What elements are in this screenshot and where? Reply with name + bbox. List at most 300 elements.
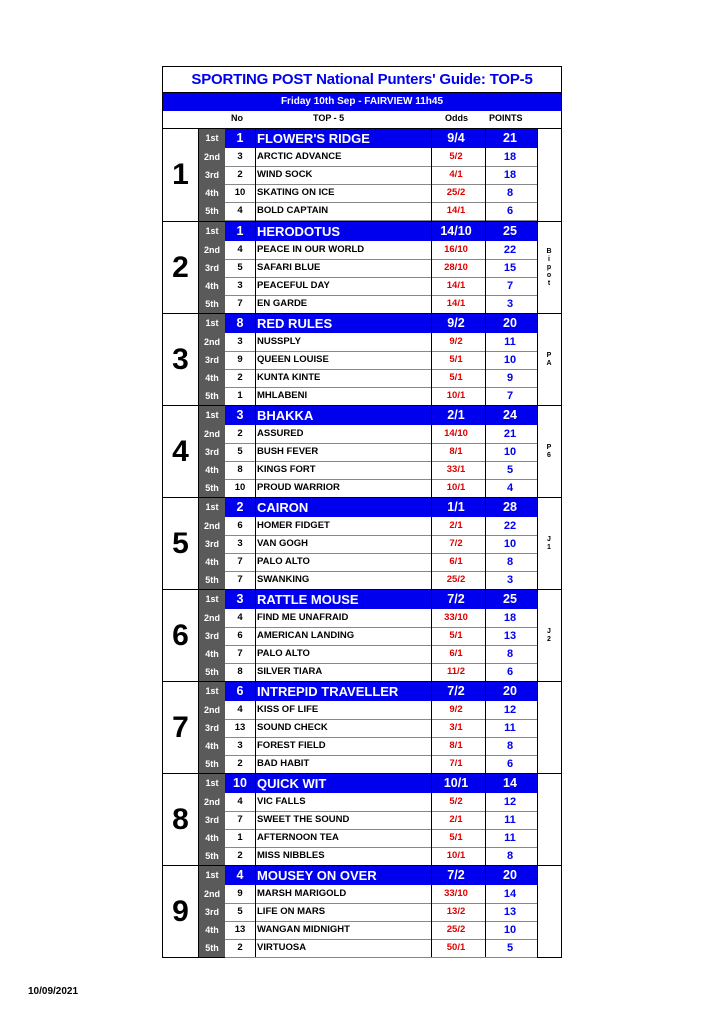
position-label: 3rd — [204, 263, 219, 273]
horse-number: 3 — [236, 592, 244, 606]
position-label: 5th — [205, 206, 219, 216]
position-label: 1st — [199, 590, 225, 609]
runner-row — [199, 793, 537, 811]
position-label: 2nd — [203, 613, 220, 623]
position-label: 4th — [205, 649, 219, 659]
horse-number: 1 — [237, 390, 243, 401]
position-label: 5th — [205, 391, 219, 401]
position-label: 2nd — [203, 797, 220, 807]
race-block — [163, 405, 561, 497]
position-label: 3rd — [204, 355, 219, 365]
column-divider — [431, 866, 432, 957]
horse-name: AFTERNOON TEA — [257, 832, 339, 843]
odds-value: 3/1 — [449, 722, 463, 733]
horse-number: 10 — [234, 187, 246, 198]
horse-name: HOMER FIDGET — [257, 520, 330, 531]
position-label: 4th — [205, 281, 219, 291]
horse-number: 1 — [236, 224, 244, 238]
column-divider — [485, 774, 486, 865]
race-number: 6 — [163, 590, 199, 681]
column-divider — [485, 866, 486, 957]
race-block — [163, 497, 561, 589]
position-label: 2nd — [203, 705, 220, 715]
horse-number: 3 — [237, 336, 243, 347]
odds-value: 4/1 — [449, 169, 463, 180]
column-divider — [431, 129, 432, 221]
horse-name: SOUND CHECK — [257, 722, 328, 733]
race-number: 8 — [163, 774, 199, 865]
position-label: 4th — [205, 833, 219, 843]
horse-number: 9 — [237, 888, 243, 899]
horse-number: 4 — [237, 796, 243, 807]
horse-number: 2 — [237, 850, 243, 861]
runner-row — [199, 645, 537, 663]
position-label: 2nd — [203, 337, 220, 347]
horse-name: HERODOTUS — [257, 224, 341, 239]
odds-value: 2/1 — [449, 520, 463, 531]
odds-value: 1/1 — [447, 500, 465, 514]
column-divider — [255, 406, 256, 497]
race-block — [163, 221, 561, 313]
points-value: 10 — [503, 354, 517, 366]
race-block — [163, 681, 561, 773]
col-top5: TOP - 5 — [313, 113, 345, 123]
runner-row — [199, 351, 537, 369]
position-label: 1st — [199, 682, 225, 701]
points-value: 9 — [506, 372, 514, 384]
race-block — [163, 865, 561, 957]
points-value: 7 — [506, 390, 514, 402]
horse-name: FIND ME UNAFRAID — [257, 612, 349, 623]
points-value: 25 — [503, 224, 517, 238]
runner-row — [199, 829, 537, 847]
odds-value: 5/2 — [449, 151, 463, 162]
horse-number: 2 — [237, 942, 243, 953]
points-value: 11 — [504, 336, 516, 348]
row-divider — [225, 957, 537, 958]
position-label: 5th — [205, 759, 219, 769]
position-label: 5th — [205, 483, 219, 493]
position-label: 5th — [205, 667, 219, 677]
horse-number: 3 — [237, 538, 243, 549]
runner-row — [199, 885, 537, 903]
odds-value: 7/2 — [447, 592, 465, 606]
runner-row — [199, 755, 537, 773]
horse-number: 4 — [236, 868, 244, 882]
horse-name: WIND SOCK — [257, 169, 313, 180]
horse-number: 6 — [236, 684, 244, 698]
position-label: 4th — [205, 741, 219, 751]
points-value: 22 — [503, 520, 517, 532]
points-value: 20 — [503, 684, 517, 698]
points-value: 6 — [506, 758, 514, 770]
points-value: 10 — [503, 446, 517, 458]
horse-number: 5 — [237, 446, 243, 457]
column-divider — [431, 590, 432, 681]
points-value: 3 — [506, 298, 514, 310]
horse-name: BAD HABIT — [257, 758, 310, 769]
races-list — [163, 129, 561, 957]
position-label: 1st — [199, 406, 225, 425]
odds-value: 8/1 — [449, 740, 463, 751]
position-label: 2nd — [203, 152, 220, 162]
column-divider — [255, 866, 256, 957]
horse-number: 13 — [234, 722, 246, 733]
column-divider — [431, 406, 432, 497]
top-pick-row — [199, 406, 537, 425]
horse-name: SILVER TIARA — [257, 666, 323, 677]
points-value: 20 — [503, 316, 517, 330]
position-label: 2nd — [203, 889, 220, 899]
runner-row — [199, 425, 537, 443]
horse-number: 13 — [234, 924, 246, 935]
race-number: 7 — [163, 682, 199, 773]
odds-value: 10/1 — [443, 776, 469, 790]
runner-row — [199, 202, 537, 220]
horse-number: 1 — [236, 131, 244, 145]
points-value: 21 — [503, 131, 517, 145]
race-number: 3 — [163, 314, 199, 405]
bet-type-note — [537, 866, 561, 957]
top-pick-row — [199, 682, 537, 701]
race-block — [163, 773, 561, 865]
runner-row — [199, 184, 537, 202]
points-value: 8 — [506, 648, 514, 660]
horse-name: SWANKING — [257, 574, 310, 585]
bet-type-note — [537, 682, 561, 773]
points-value: 18 — [503, 612, 517, 624]
column-divider — [431, 314, 432, 405]
runner-row — [199, 241, 537, 259]
points-value: 18 — [503, 151, 517, 163]
position-label: 5th — [205, 851, 219, 861]
horse-name: CAIRON — [257, 500, 309, 515]
points-value: 6 — [506, 205, 514, 217]
odds-value: 33/10 — [444, 612, 468, 623]
footer-date: 10/09/2021 — [28, 986, 79, 997]
position-label: 4th — [205, 557, 219, 567]
horse-name: KINGS FORT — [257, 464, 316, 475]
odds-value: 10/1 — [446, 390, 466, 401]
odds-value: 5/1 — [449, 354, 463, 365]
position-label: 3rd — [204, 539, 219, 549]
odds-value: 10/1 — [446, 850, 466, 861]
horse-number: 3 — [237, 280, 243, 291]
bet-type-note — [537, 406, 561, 497]
horse-number: 10 — [234, 482, 246, 493]
column-divider — [485, 590, 486, 681]
col-odds: Odds — [445, 113, 469, 123]
horse-number: 6 — [237, 630, 243, 641]
points-value: 12 — [503, 704, 517, 716]
odds-value: 5/1 — [449, 832, 463, 843]
position-label: 3rd — [204, 170, 219, 180]
horse-name: RED RULES — [257, 316, 333, 331]
runner-row — [199, 627, 537, 645]
odds-value: 14/10 — [440, 224, 472, 238]
top-pick-row — [199, 222, 537, 241]
horse-number: 2 — [237, 169, 243, 180]
runner-row — [199, 847, 537, 865]
horse-name: MOUSEY ON OVER — [257, 868, 377, 883]
horse-number: 5 — [237, 906, 243, 917]
odds-value: 11/2 — [447, 666, 465, 677]
horse-number: 9 — [237, 354, 243, 365]
points-value: 6 — [506, 666, 514, 678]
column-divider — [485, 222, 486, 313]
runner-row — [199, 259, 537, 277]
runner-row — [199, 443, 537, 461]
runner-row — [199, 517, 537, 535]
horse-number: 8 — [237, 464, 243, 475]
horse-number: 7 — [237, 556, 243, 567]
position-label: 1st — [199, 774, 225, 793]
horse-name: PALO ALTO — [257, 556, 310, 567]
horse-number: 2 — [237, 372, 243, 383]
column-divider — [255, 590, 256, 681]
column-divider — [485, 129, 486, 221]
horse-number: 7 — [237, 298, 243, 309]
runner-row — [199, 461, 537, 479]
race-number: 4 — [163, 406, 199, 497]
horse-number: 3 — [236, 408, 244, 422]
points-value: 13 — [503, 906, 517, 918]
odds-value: 7/2 — [449, 538, 463, 549]
horse-number: 4 — [237, 612, 243, 623]
horse-name: KUNTA KINTE — [257, 372, 321, 383]
odds-value: 33/1 — [446, 464, 466, 475]
odds-value: 33/10 — [444, 888, 468, 899]
bet-type-note — [537, 774, 561, 865]
horse-name: VIC FALLS — [257, 796, 306, 807]
position-label: 1st — [199, 498, 225, 517]
odds-value: 7/2 — [447, 684, 465, 698]
position-label: 2nd — [203, 429, 220, 439]
points-value: 14 — [503, 776, 517, 790]
column-divider — [255, 129, 256, 221]
odds-value: 28/10 — [444, 262, 468, 273]
runner-row — [199, 719, 537, 737]
bet-type-label: J2 — [547, 627, 551, 643]
top-pick-row — [199, 498, 537, 517]
horse-name: QUEEN LOUISE — [257, 354, 329, 365]
meeting-subtitle: Friday 10th Sep - FAIRVIEW 11h45 — [163, 93, 561, 111]
odds-value: 9/4 — [447, 131, 465, 145]
horse-name: QUICK WIT — [257, 776, 327, 791]
odds-value: 9/2 — [449, 336, 463, 347]
position-label: 4th — [205, 925, 219, 935]
runner-row — [199, 701, 537, 719]
column-divider — [255, 222, 256, 313]
column-divider — [485, 314, 486, 405]
column-divider — [485, 406, 486, 497]
runner-row — [199, 333, 537, 351]
horse-number: 2 — [237, 428, 243, 439]
bet-type-label: P6 — [546, 443, 552, 459]
position-label: 4th — [205, 188, 219, 198]
odds-value: 2/1 — [447, 408, 465, 422]
points-value: 8 — [506, 740, 514, 752]
points-value: 18 — [503, 169, 517, 181]
runner-row — [199, 369, 537, 387]
race-number: 9 — [163, 866, 199, 957]
column-divider — [255, 682, 256, 773]
runner-row — [199, 811, 537, 829]
horse-name: MISS NIBBLES — [257, 850, 325, 861]
odds-value: 14/1 — [446, 298, 466, 309]
odds-value: 9/2 — [447, 316, 465, 330]
points-value: 10 — [503, 538, 517, 550]
horse-number: 4 — [237, 704, 243, 715]
horse-name: NUSSPLY — [257, 336, 301, 347]
position-label: 5th — [205, 299, 219, 309]
odds-value: 14/10 — [444, 428, 468, 439]
runner-row — [199, 921, 537, 939]
odds-value: 14/1 — [446, 280, 466, 291]
position-label: 3rd — [204, 723, 219, 733]
race-number: 5 — [163, 498, 199, 589]
horse-name: WANGAN MIDNIGHT — [257, 924, 350, 935]
position-label: 3rd — [204, 631, 219, 641]
points-value: 13 — [503, 630, 517, 642]
bet-type-note — [537, 222, 561, 313]
horse-name: EN GARDE — [257, 298, 308, 309]
bet-type-note — [537, 314, 561, 405]
odds-value: 6/1 — [449, 648, 463, 659]
points-value: 21 — [503, 428, 517, 440]
race-block — [163, 129, 561, 221]
runner-row — [199, 148, 537, 166]
horse-number: 7 — [237, 648, 243, 659]
runner-row — [199, 903, 537, 921]
points-value: 5 — [506, 942, 514, 954]
bet-type-note — [537, 129, 561, 221]
horse-name: FOREST FIELD — [257, 740, 326, 751]
runner-row — [199, 479, 537, 497]
runner-row — [199, 553, 537, 571]
runner-row — [199, 571, 537, 589]
odds-value: 7/1 — [449, 758, 463, 769]
odds-value: 2/1 — [449, 814, 463, 825]
runner-row — [199, 663, 537, 681]
points-value: 7 — [506, 280, 514, 292]
horse-number: 8 — [236, 316, 244, 330]
horse-number: 5 — [237, 262, 243, 273]
bet-type-label: PA — [546, 351, 552, 367]
points-value: 24 — [503, 408, 517, 422]
column-divider — [431, 774, 432, 865]
column-divider — [431, 222, 432, 313]
horse-name: SAFARI BLUE — [257, 262, 321, 273]
position-label: 4th — [205, 465, 219, 475]
column-divider — [255, 498, 256, 589]
odds-value: 25/2 — [446, 574, 466, 585]
odds-value: 10/1 — [446, 482, 466, 493]
top-pick-row — [199, 314, 537, 333]
points-value: 8 — [506, 556, 514, 568]
position-label: 5th — [205, 943, 219, 953]
punters-guide-sheet — [162, 66, 562, 958]
horse-name: INTREPID TRAVELLER — [257, 684, 399, 699]
horse-name: MHLABENI — [257, 390, 308, 401]
page-title: SPORTING POST National Punters' Guide: TOP-5 — [163, 67, 561, 93]
bet-type-label: Bipot — [546, 247, 552, 287]
odds-value: 5/2 — [449, 796, 463, 807]
points-value: 11 — [504, 832, 516, 844]
column-divider — [431, 498, 432, 589]
column-divider — [485, 682, 486, 773]
odds-value: 50/1 — [446, 942, 466, 953]
column-divider — [431, 682, 432, 773]
horse-name: AMERICAN LANDING — [257, 630, 355, 641]
column-header — [163, 111, 561, 129]
position-label: 3rd — [204, 815, 219, 825]
horse-number: 3 — [237, 740, 243, 751]
points-value: 14 — [503, 888, 517, 900]
position-label: 2nd — [203, 245, 220, 255]
points-value: 11 — [504, 722, 516, 734]
horse-name: BHAKKA — [257, 408, 314, 423]
points-value: 4 — [506, 482, 514, 494]
runner-row — [199, 295, 537, 313]
points-value: 10 — [503, 924, 517, 936]
points-value: 11 — [504, 814, 516, 826]
runner-row — [199, 277, 537, 295]
column-divider — [255, 314, 256, 405]
top-pick-row — [199, 866, 537, 885]
position-label: 5th — [205, 575, 219, 585]
horse-name: PALO ALTO — [257, 648, 310, 659]
odds-value: 8/1 — [449, 446, 463, 457]
odds-value: 25/2 — [446, 187, 466, 198]
col-points: POINTS — [489, 113, 523, 123]
top-pick-row — [199, 590, 537, 609]
runner-row — [199, 535, 537, 553]
odds-value: 16/10 — [444, 244, 468, 255]
horse-name: SWEET THE SOUND — [257, 814, 350, 825]
horse-number: 7 — [237, 574, 243, 585]
horse-name: FLOWER'S RIDGE — [257, 131, 370, 146]
position-label: 1st — [199, 222, 225, 241]
column-divider — [485, 498, 486, 589]
race-block — [163, 589, 561, 681]
points-value: 22 — [503, 244, 517, 256]
horse-name: KISS OF LIFE — [257, 704, 319, 715]
odds-value: 9/2 — [449, 704, 463, 715]
horse-number: 1 — [237, 832, 243, 843]
bet-type-note — [537, 590, 561, 681]
odds-value: 25/2 — [446, 924, 466, 935]
horse-name: PEACEFUL DAY — [257, 280, 330, 291]
horse-name: ASSURED — [257, 428, 304, 439]
horse-name: RATTLE MOUSE — [257, 592, 359, 607]
horse-number: 4 — [237, 244, 243, 255]
top-pick-row — [199, 774, 537, 793]
position-label: 1st — [199, 314, 225, 333]
race-number: 2 — [163, 222, 199, 313]
points-value: 8 — [506, 850, 514, 862]
position-label: 1st — [199, 866, 225, 885]
odds-value: 14/1 — [446, 205, 466, 216]
points-value: 12 — [503, 796, 517, 808]
points-value: 5 — [506, 464, 514, 476]
column-divider — [255, 774, 256, 865]
horse-name: VIRTUOSA — [257, 942, 307, 953]
horse-name: SKATING ON ICE — [257, 187, 335, 198]
position-label: 3rd — [204, 907, 219, 917]
points-value: 8 — [506, 187, 514, 199]
runner-row — [199, 387, 537, 405]
